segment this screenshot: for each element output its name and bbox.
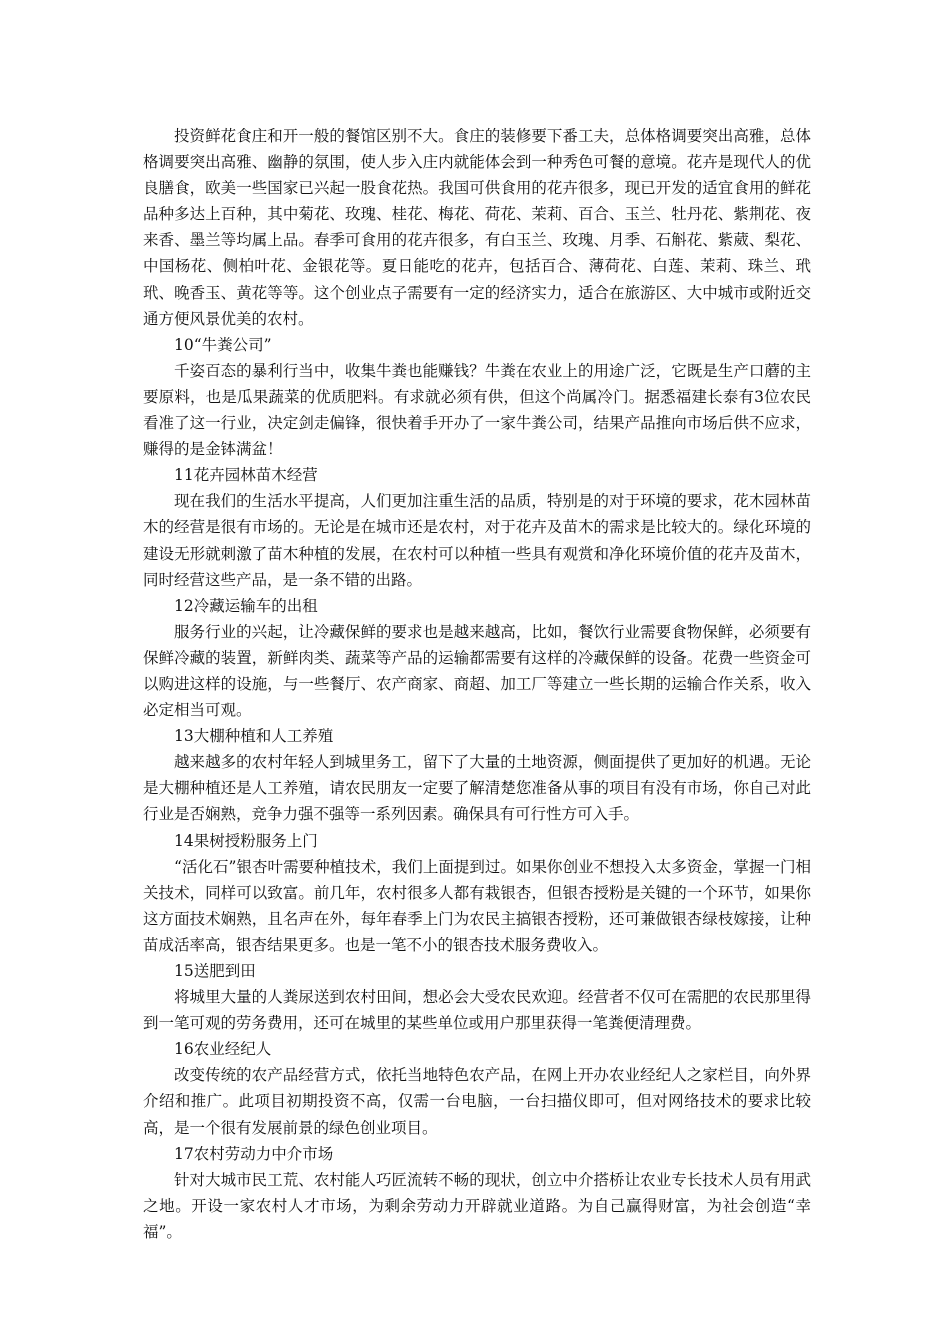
section-paragraph-11: 现在我们的生活水平提高，人们更加注重生活的品质，特别是的对于环境的要求，花木园林苗木的经营是很有市场的。无论是在城市还是农村，对于花卉及苗木的需求是比较大的。绿化环境的建设无形就刺激了苗木种植的发展，在农村可以种植一些具有观赏和净化环境价值的花卉及苗木，同时经营这些产品，是一条不错的出路。 [143,492,811,589]
section-heading-16: 16农业经纪人 [174,1040,272,1059]
section-paragraph-13: 越来越多的农村年轻人到城里务工，留下了大量的土地资源，侧面提供了更加好的机遇。无论是大棚种植还是人工养殖，请农民朋友一定要了解清楚您准备从事的项目有没有市场，你自己对此行业是否娴熟，竞争力强不强等一系列因素。确保具有可行性方可入手。 [143,753,811,824]
section-heading-12: 12冷藏运输车的出租 [174,596,318,615]
section-paragraph-10: 千姿百态的暴利行当中，收集牛粪也能赚钱？牛粪在农业上的用途广泛，它既是生产口蘑的主要原料，也是瓜果蔬菜的优质肥料。有求就必须有供，但这个尚属冷门。据悉福建长泰有3位农民看准了这一行业，决定剑走偏锋，很快着手开办了一家牛粪公司，结果产品推向市场后供不应求，赚得的是金钵满盆！ [143,361,811,459]
section-heading-15: 15送肥到田 [174,962,256,980]
section-heading-14: 14果树授粉服务上门 [174,831,318,850]
section-paragraph-14: “活化石”银杏叶需要种植技术，我们上面提到过。如果你创业不想投入太多资金，掌握一门相关技术，同样可以致富。前几年，农村很多人都有栽银杏，但银杏授粉是关键的一个环节，如果你这方面技术娴熟，且名声在外，每年春季上门为农民主搞银杏授粉，还可兼做银杏绿枝嫁接，让种苗成活率高，银杏结果更多。也是一笔不小的银杏技术服务费收入。 [143,857,811,954]
section-paragraph-17: 针对大城市民工荒、农村能人巧匠流转不畅的现状，创立中介搭桥让农业专长技术人员有用武之地。开设一家农村人才市场，为剩余劳动力开辟就业道路。为自己赢得财富，为社会创造“幸福”。 [143,1170,811,1241]
section-paragraph-15: 将城里大量的人粪尿送到农村田间，想必会大受农民欢迎。经营者不仅可在需肥的农民那里得到一笔可观的劳务费用，还可在城里的某些单位或用户那里获得一笔粪便清理费。 [143,988,811,1033]
section-heading-17: 17农村劳动力中介市场 [174,1144,334,1163]
section-paragraph-16: 改变传统的农产品经营方式，依托当地特色农产品，在网上开办农业经纪人之家栏目，向外界介绍和推广。此项目初期投资不高，仅需一台电脑，一台扫描仪即可，但对网络技术的要求比较高，是一个很有发展前景的绿色创业项目。 [143,1066,811,1137]
section-heading-10: 10“牛粪公司” [174,335,272,354]
section-paragraph-12: 服务行业的兴起，让冷藏保鲜的要求也是越来越高，比如，餐饮行业需要食物保鲜，必须要有保鲜冷藏的装置，新鲜肉类、蔬菜等产品的运输都需要有这样的冷藏保鲜的设备。花费一些资金可以购进这样的设施，与一些餐厅、农产商家、商超、加工厂等建立一些长期的运输合作关系，收入必定相当可观。 [143,622,811,720]
intro-paragraph: 投资鲜花食庄和开一般的餐馆区别不大。食庄的装修要下番工夫，总体格调要突出高雅，总体格调要突出高雅、幽静的氛围，使人步入庄内就能体会到一种秀色可餐的意境。花卉是现代人的优良膳食，欧美一些国家已兴起一股食花热。我国可供食用的花卉很多，现已开发的适宜食用的鲜花品种多达上百种，其中菊花、玫瑰、桂花、梅花、荷花、茉莉、百合、玉兰、牡丹花、紫荆花、夜来香、墨兰等均属上品。春季可食用的花卉很多，有白玉兰、玫瑰、月季、石斛花、紫葳、梨花、中国杨花、侧柏叶花、金银花等。夏日能吃的花卉，包括百合、薄荷花、白莲、茉莉、珠兰、玳玳、晚香玉、黄花等等。这个创业点子需要有一定的经济实力，适合在旅游区、大中城市或附近交通方便风景优美的农村。 [143,127,811,328]
document-body [143,123,811,1245]
section-heading-11: 11花卉园林苗木经营 [174,466,318,485]
section-heading-13: 13大棚种植和人工养殖 [174,727,334,746]
